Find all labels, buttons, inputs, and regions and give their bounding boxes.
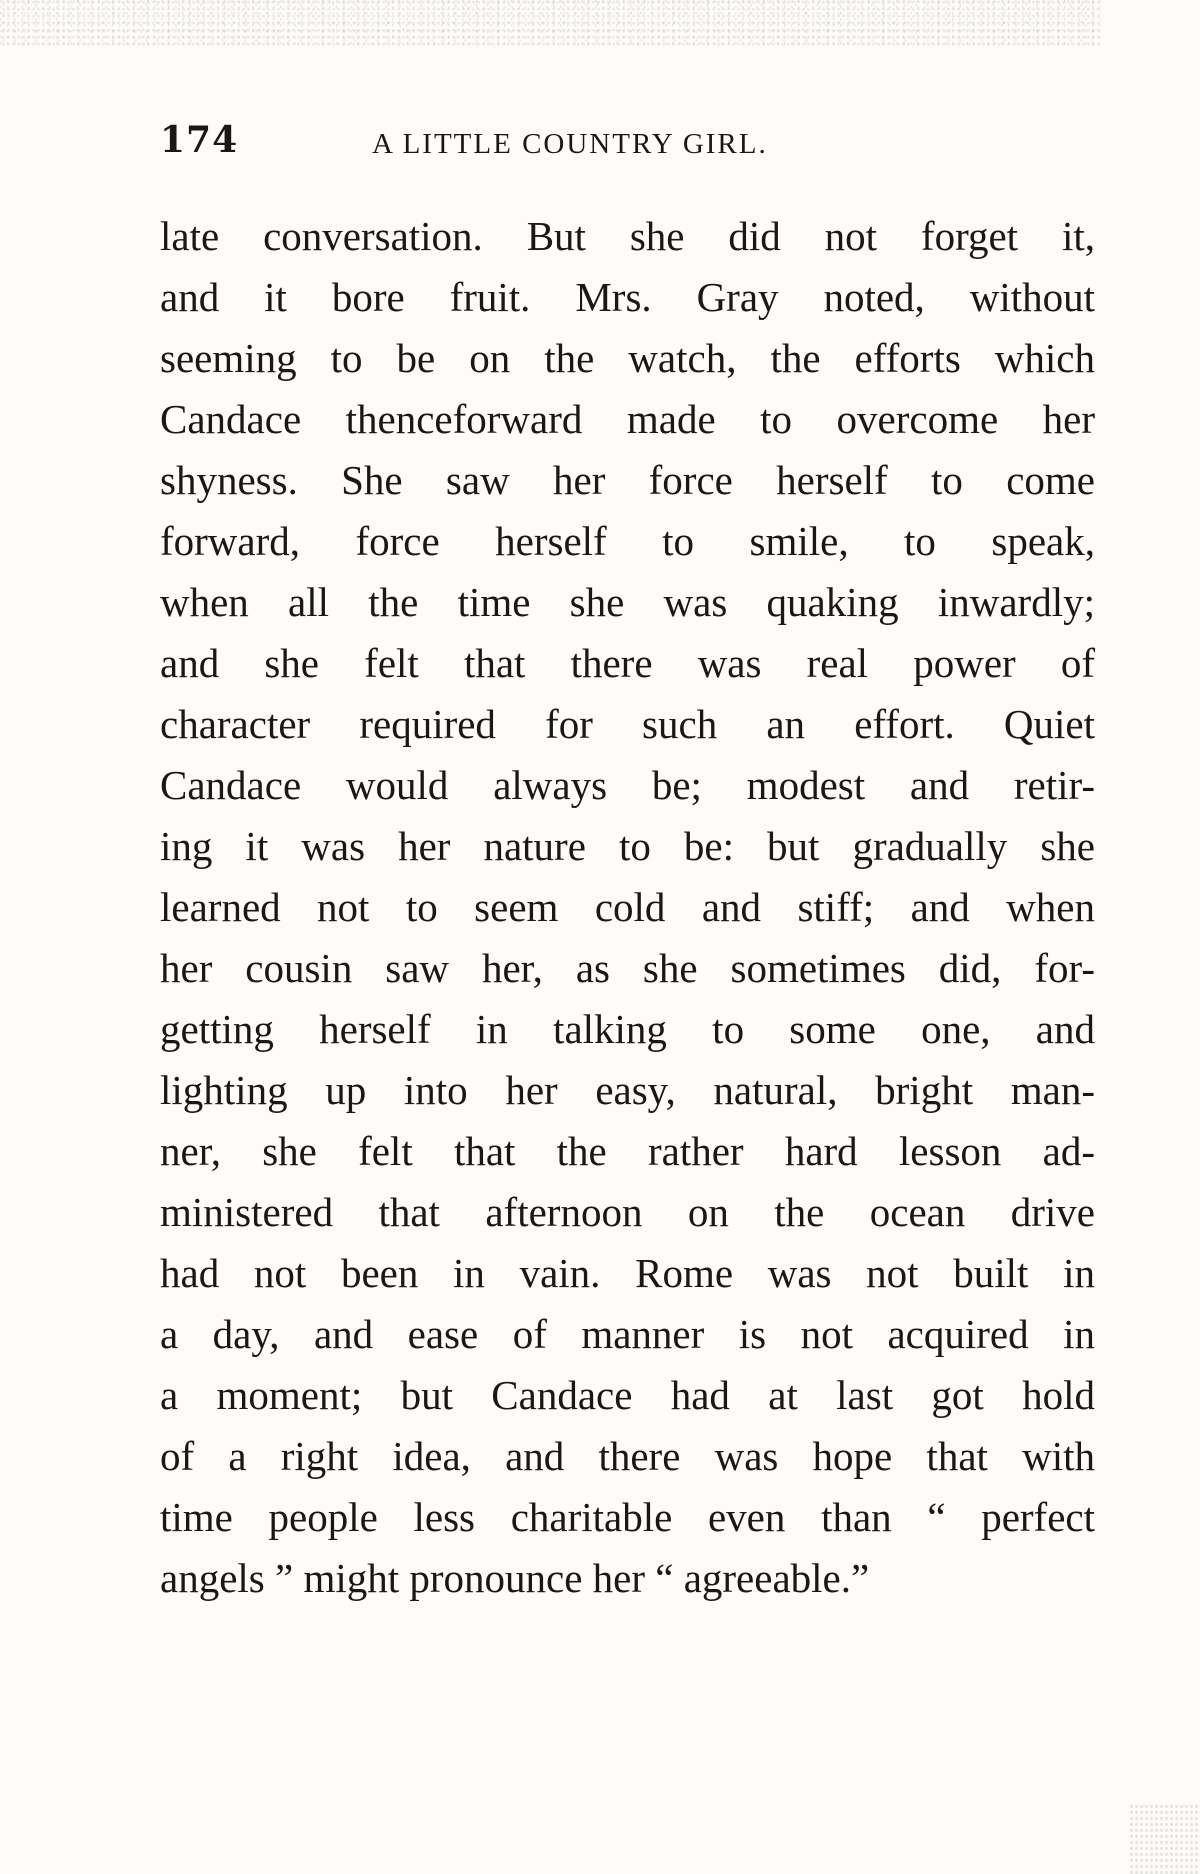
text-line: Candace would always be; modest and retir- bbox=[160, 762, 1095, 808]
text-line: of a right idea, and there was hope that with bbox=[160, 1433, 1095, 1479]
text-line: late conversation. But she did not forget it, bbox=[160, 213, 1095, 259]
text-line: a day, and ease of manner is not acquired in bbox=[160, 1311, 1095, 1357]
text-line: learned not to seem cold and stiff; and when bbox=[160, 884, 1095, 930]
text-line: shyness. She saw her force herself to come bbox=[160, 457, 1095, 503]
text-line: a moment; but Candace had at last got hold bbox=[160, 1372, 1095, 1418]
text-line: seeming to be on the watch, the efforts which bbox=[160, 335, 1095, 381]
text-line: when all the time she was quaking inwardly; bbox=[160, 579, 1095, 625]
page-number: 174 bbox=[160, 119, 239, 161]
body-paragraph bbox=[160, 206, 1095, 1609]
page-edge-speckle bbox=[0, 0, 1100, 48]
text-line: time people less charitable even than “ perfect bbox=[160, 1494, 1095, 1540]
text-line: and it bore fruit. Mrs. Gray noted, without bbox=[160, 274, 1095, 320]
text-line: and she felt that there was real power of bbox=[160, 640, 1095, 686]
text-line: lighting up into her easy, natural, bright man- bbox=[160, 1067, 1095, 1113]
page-corner-speckle bbox=[1130, 1804, 1200, 1874]
text-line: ner, she felt that the rather hard lesson ad- bbox=[160, 1128, 1095, 1174]
text-line: her cousin saw her, as she sometimes did, for- bbox=[160, 945, 1095, 991]
text-line: ing it was her nature to be: but gradually she bbox=[160, 823, 1095, 869]
text-line: ministered that afternoon on the ocean drive bbox=[160, 1189, 1095, 1235]
text-line: angels ” might pronounce her “ agreeable.” bbox=[160, 1555, 870, 1601]
text-line: forward, force herself to smile, to speak, bbox=[160, 518, 1095, 564]
running-title: A LITTLE COUNTRY GIRL. bbox=[372, 128, 768, 160]
text-line: Candace thenceforward made to overcome her bbox=[160, 396, 1095, 442]
page-header bbox=[160, 118, 920, 168]
text-line: character required for such an effort. Quiet bbox=[160, 701, 1095, 747]
text-line: had not been in vain. Rome was not built in bbox=[160, 1250, 1095, 1296]
text-line: getting herself in talking to some one, and bbox=[160, 1006, 1095, 1052]
